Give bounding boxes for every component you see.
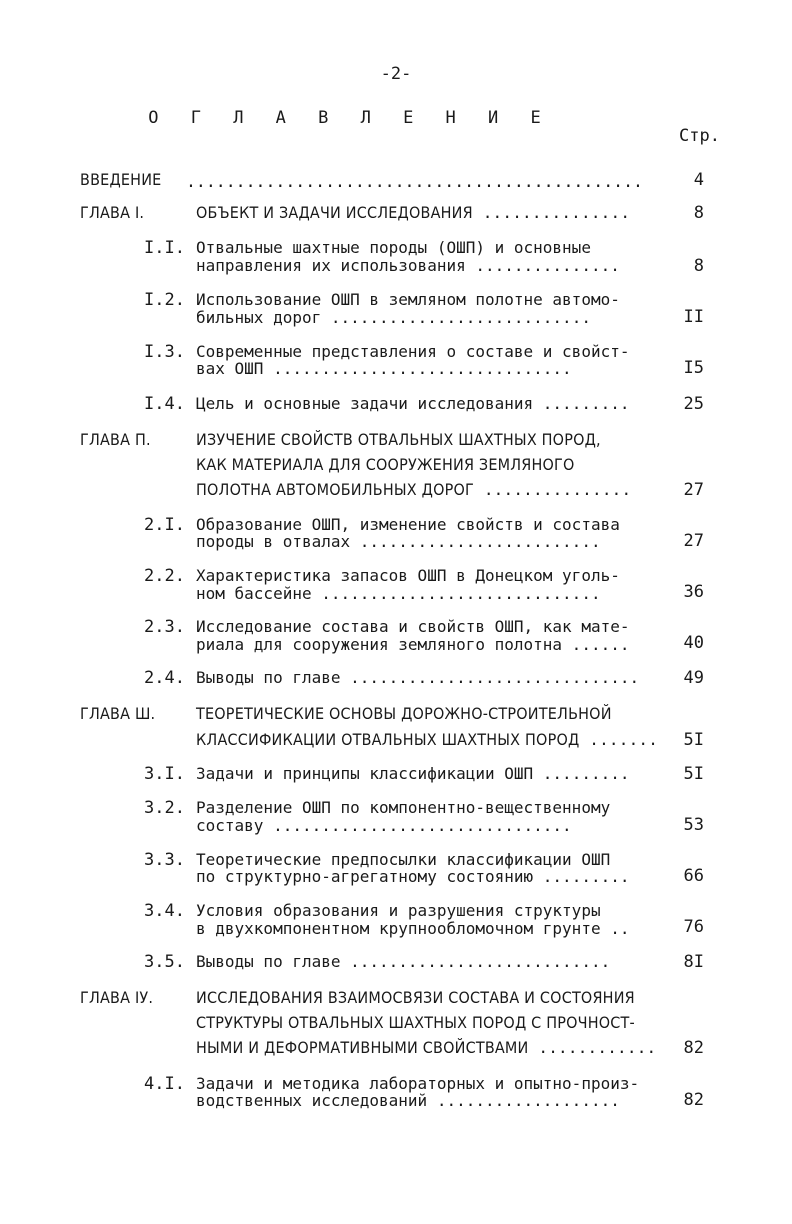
toc-dots: .............................................. xyxy=(186,172,643,191)
toc-chapter-title: ТЕОРЕТИЧЕСКИЕ ОСНОВЫ ДОРОЖНО-СТРОИТЕЛЬНОЙ xyxy=(196,704,612,723)
page-number: -2- xyxy=(380,64,412,84)
toc-title: О Г Л А В Л Е Н И Е xyxy=(148,108,552,128)
toc-section-title: Условия образования и разрушения структуры xyxy=(196,901,601,920)
toc-section-title-cont: вах ОШП ............................... xyxy=(196,359,572,378)
toc-section-number: I.2. xyxy=(144,290,185,310)
toc-page: 66 xyxy=(683,866,704,886)
toc-page: 27 xyxy=(683,480,704,500)
toc-page: 53 xyxy=(683,815,704,835)
toc-section-title: Образование ОШП, изменение свойств и состава xyxy=(196,515,620,534)
toc-page: 8 xyxy=(693,203,704,223)
toc-chapter-title-cont: КЛАССИФИКАЦИИ ОТВАЛЬНЫХ ШАХТНЫХ ПОРОД ....... xyxy=(196,730,659,749)
toc-section-title: Задачи и принципы классификации ОШП ......... xyxy=(196,764,630,783)
toc-page: II xyxy=(683,307,704,327)
toc-section-title-cont: составу ............................... xyxy=(196,816,572,835)
toc-page: 5I xyxy=(683,730,704,750)
toc-page: 40 xyxy=(683,633,704,653)
toc-page: 25 xyxy=(683,394,704,414)
toc-entry-label: ВВЕДЕНИЕ xyxy=(80,170,162,189)
toc-section-title: Современные представления о составе и свойст- xyxy=(196,342,630,361)
toc-section-number: 4.I. xyxy=(144,1074,185,1094)
toc-page: 49 xyxy=(683,668,704,688)
toc-page: 76 xyxy=(683,917,704,937)
toc-section-title: Использование ОШП в земляном полотне автомо- xyxy=(196,290,620,309)
toc-page: 4 xyxy=(693,170,704,190)
toc-section-number: 2.3. xyxy=(144,617,185,637)
toc-section-title: Теоретические предпосылки классификации ОШП xyxy=(196,850,611,869)
toc-chapter-number: ГЛАВА I. xyxy=(80,203,145,222)
toc-section-title-cont: в двухкомпонентном крупнообломочном грунте .. xyxy=(196,919,630,938)
toc-section-title-cont: породы в отвалах ......................... xyxy=(196,532,601,551)
toc-chapter-title-cont: НЫМИ И ДЕФОРМАТИВНЫМИ СВОЙСТВАМИ ............ xyxy=(196,1038,657,1057)
toc-section-number: 3.I. xyxy=(144,764,185,784)
toc-page: 36 xyxy=(683,582,704,602)
toc-section-title: Разделение ОШП по компонентно-вещественному xyxy=(196,798,611,817)
toc-section-number: I.3. xyxy=(144,342,185,362)
toc-page: 82 xyxy=(683,1090,704,1110)
toc-chapter-title-cont: ПОЛОТНА АВТОМОБИЛЬНЫХ ДОРОГ ............... xyxy=(196,480,632,499)
toc-section-title: Отвальные шахтные породы (ОШП) и основные xyxy=(196,238,591,257)
toc-section-number: 3.2. xyxy=(144,798,185,818)
toc-section-title-cont: бильных дорог ........................... xyxy=(196,308,591,327)
toc-section-number: I.I. xyxy=(144,238,185,258)
toc-chapter-number: ГЛАВА Ш. xyxy=(80,704,156,723)
toc-section-title-cont: по структурно-агрегатному состоянию ......... xyxy=(196,867,630,886)
toc-chapter-number: ГЛАВА П. xyxy=(80,430,151,449)
toc-section-number: 3.4. xyxy=(144,901,185,921)
toc-section-title-cont: риала для сооружения земляного полотна ...... xyxy=(196,635,630,654)
toc-section-number: 2.I. xyxy=(144,515,185,535)
toc-page: 27 xyxy=(683,531,704,551)
toc-section-title: Выводы по главе ........................... xyxy=(196,952,611,971)
toc-section-title-cont: направления их использования ............... xyxy=(196,256,620,275)
toc-section-title: Исследование состава и свойств ОШП, как мате- xyxy=(196,617,630,636)
toc-page: 8 xyxy=(693,256,704,276)
toc-chapter-number: ГЛАВА IУ. xyxy=(80,988,154,1007)
toc-page: 82 xyxy=(683,1038,704,1058)
page-column-label: Стр. xyxy=(679,126,720,146)
toc-chapter-title: ОБЪЕКТ И ЗАДАЧИ ИССЛЕДОВАНИЯ ............... xyxy=(196,203,631,222)
toc-page: 8I xyxy=(683,952,704,972)
toc-section-number: 2.4. xyxy=(144,668,185,688)
toc-section-number: 3.3. xyxy=(144,850,185,870)
toc-section-number: 3.5. xyxy=(144,952,185,972)
toc-chapter-title-cont: СТРУКТУРЫ ОТВАЛЬНЫХ ШАХТНЫХ ПОРОД С ПРОЧНОСТ- xyxy=(196,1013,635,1032)
toc-section-number: 2.2. xyxy=(144,566,185,586)
toc-section-title: Выводы по главе .............................. xyxy=(196,668,640,687)
toc-chapter-title-cont: КАК МАТЕРИАЛА ДЛЯ СООРУЖЕНИЯ ЗЕМЛЯНОГО xyxy=(196,455,575,474)
toc-section-title: Цель и основные задачи исследования ......... xyxy=(196,394,630,413)
toc-page: 5I xyxy=(683,764,704,784)
toc-section-title: Задачи и методика лабораторных и опытно-произ- xyxy=(196,1074,640,1093)
toc-section-number: I.4. xyxy=(144,394,185,414)
toc-section-title-cont: водственных исследований ................... xyxy=(196,1091,620,1110)
toc-chapter-title: ИССЛЕДОВАНИЯ ВЗАИМОСВЯЗИ СОСТАВА И СОСТОЯНИЯ xyxy=(196,988,635,1007)
toc-chapter-title: ИЗУЧЕНИЕ СВОЙСТВ ОТВАЛЬНЫХ ШАХТНЫХ ПОРОД, xyxy=(196,430,601,449)
toc-page: I5 xyxy=(683,358,704,378)
toc-section-title-cont: ном бассейне ............................. xyxy=(196,584,601,603)
toc-section-title: Характеристика запасов ОШП в Донецком уголь- xyxy=(196,566,620,585)
